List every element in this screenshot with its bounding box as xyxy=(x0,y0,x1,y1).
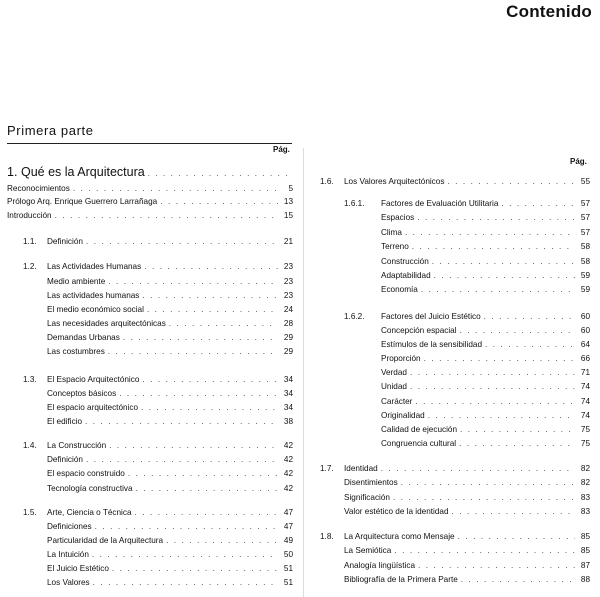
entry-page-number: 34 xyxy=(283,403,293,412)
entry-page-number: 29 xyxy=(283,347,293,356)
left-toc-entry xyxy=(47,346,293,357)
entry-label: Calidad de ejecución xyxy=(381,425,458,434)
right-toc-entry xyxy=(381,212,590,223)
entry-label: Definición xyxy=(47,237,83,246)
entry-label: Los Valores xyxy=(47,578,90,587)
left-toc-entry xyxy=(23,236,293,247)
entry-label: Particularidad de la Arquitectura xyxy=(47,536,164,545)
section-title: Primera parte xyxy=(7,123,94,138)
entry-label: Demandas Urbanas xyxy=(47,333,120,342)
entry-page-number: 47 xyxy=(283,522,293,531)
left-toc-entry xyxy=(47,318,293,329)
entry-label: Factores del Juicio Estético xyxy=(381,312,481,321)
entry-label: La Arquitectura como Mensaje xyxy=(344,532,455,541)
entry-label: Las Actividades Humanas xyxy=(47,262,142,271)
entry-page-number: 42 xyxy=(283,455,293,464)
right-toc-entry xyxy=(381,227,590,238)
leader-dots xyxy=(92,549,278,560)
leader-dots xyxy=(461,574,575,585)
entry-label: Concepción espacial xyxy=(381,326,457,335)
entry-label: Definiciones xyxy=(47,522,92,531)
right-toc-entry xyxy=(344,492,590,503)
leader-dots xyxy=(109,440,278,451)
entry-page-number: 87 xyxy=(580,561,590,570)
entry-page-number: 75 xyxy=(580,439,590,448)
entry-page-number: 58 xyxy=(580,257,590,266)
leader-dots xyxy=(501,198,575,209)
left-toc-entry xyxy=(47,304,293,315)
entry-page-number: 71 xyxy=(580,368,590,377)
entry-label: Factores de Evaluación Utilitaria xyxy=(381,199,499,208)
entry-page-number: 23 xyxy=(283,277,293,286)
leader-dots xyxy=(434,270,575,281)
left-toc-entry xyxy=(47,388,293,399)
right-toc-entry xyxy=(381,410,590,421)
entry-page-number: 58 xyxy=(580,242,590,251)
left-toc-entry xyxy=(7,196,293,207)
entry-label: Los Valores Arquitectónicos xyxy=(344,177,445,186)
leader-dots xyxy=(73,183,278,194)
leader-dots xyxy=(428,410,575,421)
entry-page-number: 23 xyxy=(283,291,293,300)
entry-page-number: 42 xyxy=(283,469,293,478)
leader-dots xyxy=(108,346,278,357)
entry-page-number: 51 xyxy=(283,564,293,573)
entry-page-number: 83 xyxy=(580,507,590,516)
right-toc-entry xyxy=(381,270,590,281)
entry-page-number: 38 xyxy=(283,417,293,426)
left-toc-entry xyxy=(47,577,293,588)
leader-dots xyxy=(166,535,278,546)
entry-label: Significación xyxy=(344,493,390,502)
entry-page-number: 51 xyxy=(283,578,293,587)
entry-page-number: 34 xyxy=(283,389,293,398)
leader-dots xyxy=(160,196,278,207)
entry-label: Medio ambiente xyxy=(47,277,106,286)
leader-dots xyxy=(459,438,575,449)
right-toc-entry xyxy=(344,477,590,488)
leader-dots xyxy=(112,563,278,574)
entry-number: 1.3. xyxy=(23,375,37,384)
leader-dots xyxy=(135,507,279,518)
leader-dots xyxy=(142,290,278,301)
leader-dots xyxy=(148,167,290,181)
leader-dots xyxy=(142,374,278,385)
entry-label: Conceptos básicos xyxy=(47,389,117,398)
entry-label: Las costumbres xyxy=(47,347,105,356)
chapter-number: 1. xyxy=(7,165,18,179)
entry-label: Congruencia cultural xyxy=(381,439,457,448)
page-title: Contenido xyxy=(506,2,592,21)
entry-label: Unidad xyxy=(381,382,407,391)
right-toc-entry xyxy=(381,256,590,267)
leader-dots xyxy=(421,284,575,295)
entry-label: Analogía lingüística xyxy=(344,561,416,570)
right-pag-label: Pág. xyxy=(570,157,587,166)
right-toc-entry xyxy=(320,531,590,542)
entry-page-number: 34 xyxy=(283,375,293,384)
leader-dots xyxy=(144,261,278,272)
entry-label: Introducción xyxy=(7,211,52,220)
leader-dots xyxy=(401,477,575,488)
entry-page-number: 23 xyxy=(283,262,293,271)
entry-page-number: 57 xyxy=(580,213,590,222)
left-toc-entry xyxy=(47,290,293,301)
entry-page-number: 59 xyxy=(580,271,590,280)
left-toc-entry xyxy=(47,535,293,546)
entry-page-number: 57 xyxy=(580,228,590,237)
entry-page-number: 42 xyxy=(283,441,293,450)
leader-dots xyxy=(484,311,575,322)
entry-page-number: 59 xyxy=(580,285,590,294)
leader-dots xyxy=(93,577,278,588)
entry-page-number: 60 xyxy=(580,312,590,321)
entry-page-number: 5 xyxy=(288,184,293,193)
entry-label: Carácter xyxy=(381,397,413,406)
leader-dots xyxy=(128,468,278,479)
right-toc-entry xyxy=(344,545,590,556)
left-toc-entry xyxy=(23,507,293,518)
entry-page-number: 49 xyxy=(283,536,293,545)
left-toc-entry xyxy=(23,261,293,272)
left-toc-entry xyxy=(23,374,293,385)
entry-label: Identidad xyxy=(344,464,378,473)
leader-dots xyxy=(405,227,575,238)
entry-label: Terreno xyxy=(381,242,409,251)
column-divider xyxy=(303,148,304,597)
entry-label: El Espacio Arquitectónico xyxy=(47,375,140,384)
leader-dots xyxy=(55,210,278,221)
entry-number: 1.6.2. xyxy=(344,312,365,321)
left-toc-entry xyxy=(47,549,293,560)
entry-page-number: 82 xyxy=(580,464,590,473)
entry-label: Arte, Ciencia o Técnica xyxy=(47,508,132,517)
chapter-label: Qué es la Arquitectura xyxy=(21,165,145,179)
entry-label: Clima xyxy=(381,228,402,237)
entry-label: Economía xyxy=(381,285,418,294)
entry-number: 1.6. xyxy=(320,177,334,186)
entry-number: 1.7. xyxy=(320,464,334,473)
leader-dots xyxy=(85,416,278,427)
leader-dots xyxy=(95,521,278,532)
entry-label: Espacios xyxy=(381,213,415,222)
entry-label: Proporción xyxy=(381,354,421,363)
right-toc-entry xyxy=(381,353,590,364)
leader-dots xyxy=(123,332,278,343)
entry-label: El Juicio Estético xyxy=(47,564,109,573)
left-toc-entry xyxy=(47,521,293,532)
entry-page-number: 74 xyxy=(580,382,590,391)
entry-number: 1.2. xyxy=(23,262,37,271)
entry-page-number: 82 xyxy=(580,478,590,487)
entry-page-number: 57 xyxy=(580,199,590,208)
left-toc-entry xyxy=(47,276,293,287)
leader-dots xyxy=(447,176,575,187)
entry-page-number: 24 xyxy=(283,305,293,314)
entry-label: El edificio xyxy=(47,417,83,426)
leader-dots xyxy=(86,236,278,247)
entry-page-number: 74 xyxy=(580,411,590,420)
entry-label: Construcción xyxy=(381,257,429,266)
left-toc-entry xyxy=(47,416,293,427)
left-toc-entry xyxy=(47,483,293,494)
leader-dots xyxy=(141,402,278,413)
entry-label: Adaptabilidad xyxy=(381,271,431,280)
entry-label: Tecnología constructiva xyxy=(47,484,133,493)
right-toc-entry xyxy=(381,325,590,336)
entry-label: Reconocimientos xyxy=(7,184,70,193)
entry-label: Disentimientos xyxy=(344,478,398,487)
entry-page-number: 50 xyxy=(283,550,293,559)
leader-dots xyxy=(412,241,575,252)
leader-dots xyxy=(485,339,575,350)
right-toc-entry xyxy=(344,198,590,209)
right-toc-entry xyxy=(344,506,590,517)
entry-label: Las necesidades arquitectónicas xyxy=(47,319,166,328)
right-toc-entry xyxy=(344,574,590,585)
entry-page-number: 55 xyxy=(580,177,590,186)
leader-dots xyxy=(381,463,575,474)
entry-label: Estímulos de la sensibilidad xyxy=(381,340,483,349)
left-toc-entry xyxy=(47,563,293,574)
right-toc-entry xyxy=(344,311,590,322)
entry-label: Verdad xyxy=(381,368,407,377)
entry-page-number: 28 xyxy=(283,319,293,328)
right-toc-entry xyxy=(320,463,590,474)
right-toc-entry xyxy=(381,438,590,449)
leader-dots xyxy=(119,388,278,399)
right-toc-entry xyxy=(320,176,590,187)
leader-dots xyxy=(393,492,575,503)
entry-page-number: 47 xyxy=(283,508,293,517)
entry-number: 1.4. xyxy=(23,441,37,450)
left-toc-entry xyxy=(47,454,293,465)
right-toc-entry xyxy=(344,560,590,571)
entry-page-number: 83 xyxy=(580,493,590,502)
leader-dots xyxy=(108,276,278,287)
left-toc-entry xyxy=(47,332,293,343)
left-toc-entry xyxy=(47,468,293,479)
leader-dots xyxy=(147,304,278,315)
section-divider xyxy=(7,143,292,144)
leader-dots xyxy=(136,483,278,494)
right-toc-entry xyxy=(381,367,590,378)
leader-dots xyxy=(394,545,575,556)
leader-dots xyxy=(460,325,575,336)
right-toc-entry xyxy=(381,241,590,252)
left-toc-entry xyxy=(7,183,293,194)
entry-page-number: 42 xyxy=(283,484,293,493)
entry-number: 1.6.1. xyxy=(344,199,365,208)
entry-label: La Semiótica xyxy=(344,546,392,555)
entry-page-number: 85 xyxy=(580,532,590,541)
entry-label: El medio económico social xyxy=(47,305,144,314)
leader-dots xyxy=(432,256,575,267)
entry-label: Originalidad xyxy=(381,411,425,420)
chapter-heading xyxy=(7,165,293,179)
entry-page-number: 74 xyxy=(580,397,590,406)
entry-page-number: 15 xyxy=(283,211,293,220)
entry-label: Definición xyxy=(47,455,83,464)
left-pag-label: Pág. xyxy=(273,145,290,154)
entry-number: 1.8. xyxy=(320,532,334,541)
entry-label: Las actividades humanas xyxy=(47,291,140,300)
entry-page-number: 66 xyxy=(580,354,590,363)
leader-dots xyxy=(424,353,575,364)
left-toc-entry xyxy=(7,210,293,221)
entry-label: Bibliografía de la Primera Parte xyxy=(344,575,458,584)
right-toc-entry xyxy=(381,381,590,392)
entry-label: Prólogo Arq. Enrique Guerrero Larrañaga xyxy=(7,197,158,206)
entry-label: La Construcción xyxy=(47,441,107,450)
entry-number: 1.1. xyxy=(23,237,37,246)
right-toc-entry xyxy=(381,284,590,295)
leader-dots xyxy=(86,454,278,465)
left-toc-entry xyxy=(47,402,293,413)
entry-page-number: 64 xyxy=(580,340,590,349)
entry-page-number: 13 xyxy=(283,197,293,206)
entry-label: El espacio construido xyxy=(47,469,125,478)
right-toc-entry xyxy=(381,396,590,407)
entry-page-number: 85 xyxy=(580,546,590,555)
entry-label: La Intuición xyxy=(47,550,89,559)
right-toc-entry xyxy=(381,424,590,435)
entry-number: 1.5. xyxy=(23,508,37,517)
leader-dots xyxy=(410,381,575,392)
leader-dots xyxy=(418,560,575,571)
entry-page-number: 88 xyxy=(580,575,590,584)
entry-page-number: 29 xyxy=(283,333,293,342)
entry-label: Valor estético de la identidad xyxy=(344,507,449,516)
leader-dots xyxy=(452,506,575,517)
leader-dots xyxy=(460,424,575,435)
entry-label: El espacio arquitectónico xyxy=(47,403,139,412)
entry-page-number: 60 xyxy=(580,326,590,335)
leader-dots xyxy=(169,318,278,329)
leader-dots xyxy=(415,396,575,407)
leader-dots xyxy=(458,531,575,542)
left-toc-entry xyxy=(23,440,293,451)
leader-dots xyxy=(417,212,575,223)
leader-dots xyxy=(410,367,575,378)
entry-page-number: 75 xyxy=(580,425,590,434)
right-toc-entry xyxy=(381,339,590,350)
entry-page-number: 21 xyxy=(283,237,293,246)
